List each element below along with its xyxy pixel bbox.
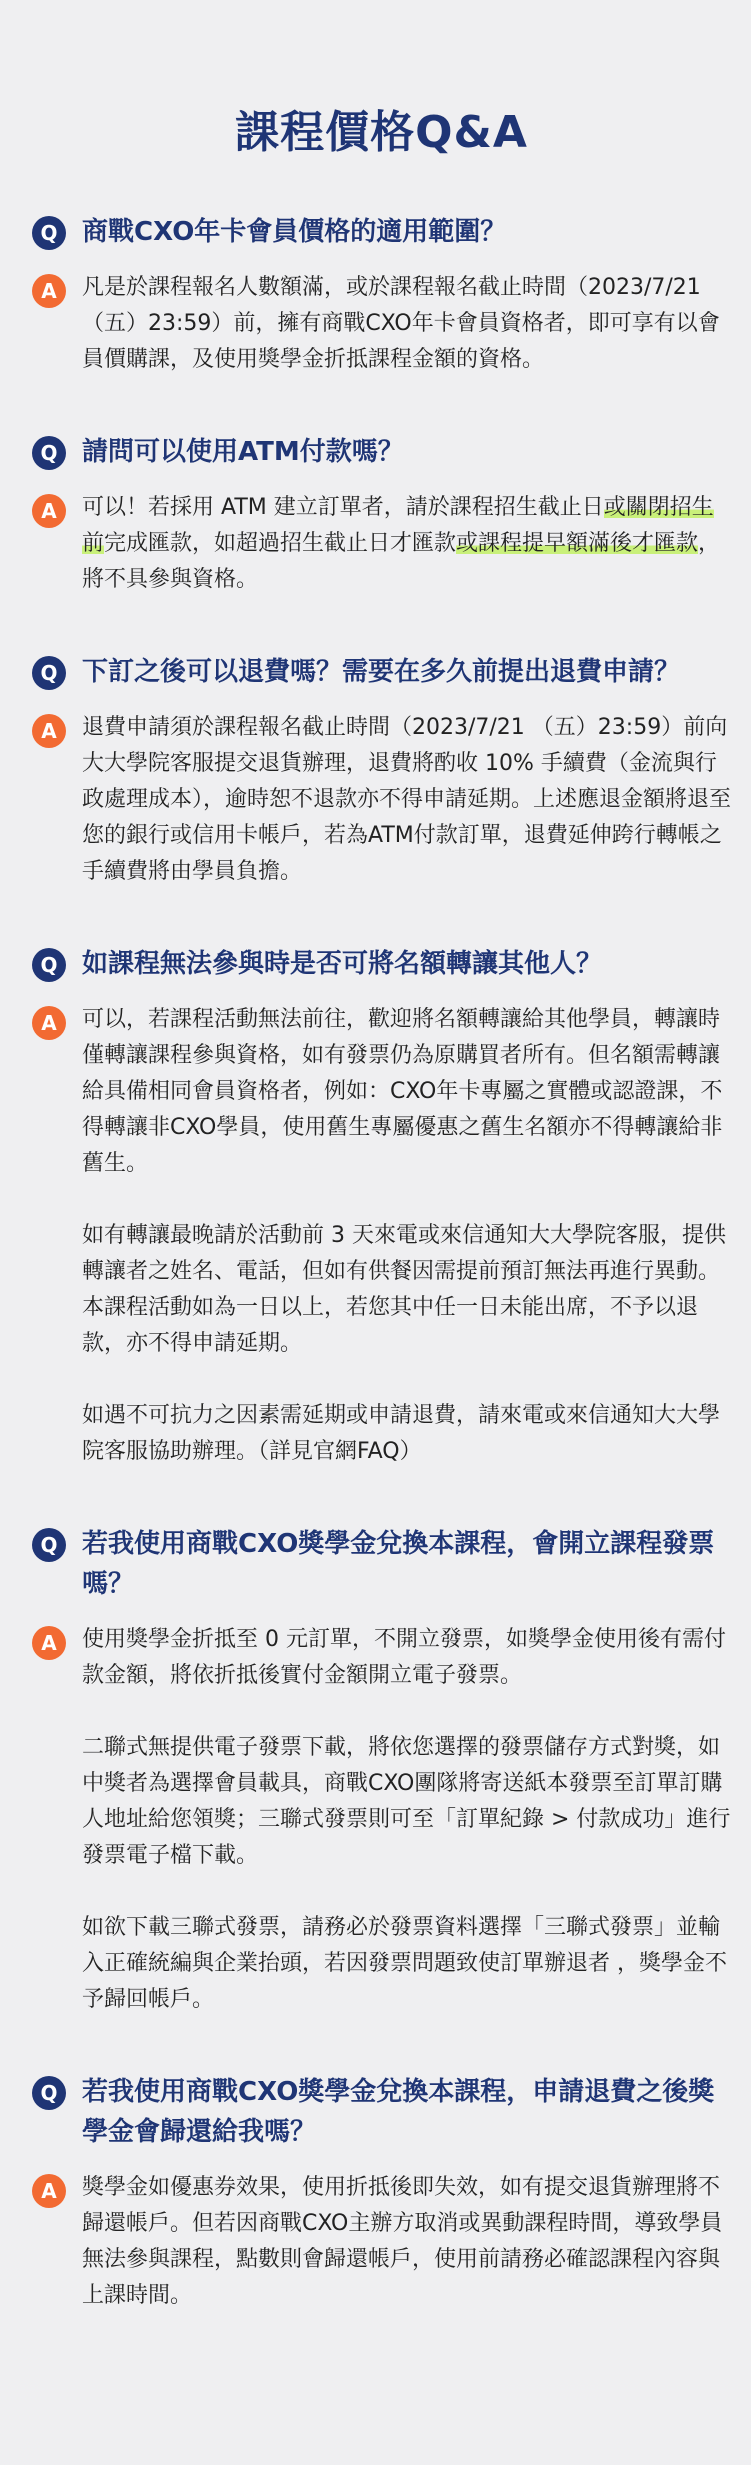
question-badge-icon: Q [32, 2076, 66, 2110]
answer-paragraph [82, 490, 731, 598]
answer-text-segment: 可以！若採用 ATM 建立訂單者，請於課程招生截止日 [82, 495, 604, 520]
question-badge-icon: Q [32, 1528, 66, 1562]
answer-paragraph: 使用獎學金折抵至 0 元訂單，不開立發票，如獎學金使用後有需付款金額，將依折抵後實付金額開立電子發票。 [82, 1627, 726, 1688]
highlighted-text: 或課程提早額滿後才匯款 [456, 531, 699, 556]
answer-paragraph: 如欲下載三聯式發票，請務必於發票資料選擇「三聯式發票」並輸入正確統編與企業抬頭，若因發票問題致使訂單辦退者 ，獎學金不予歸回帳戶。 [82, 1915, 727, 2012]
answer-paragraph: 二聯式無提供電子發票下載，將依您選擇的發票儲存方式對獎，如中獎者為選擇會員載具，商戰CXO團隊將寄送紙本發票至訂單訂購人地址給您領獎；三聯式發票則可至「訂單紀錄 > 付款成功」進行發票電子檔下載。 [82, 1735, 731, 1868]
question-row [32, 432, 731, 472]
answer-row [32, 490, 731, 598]
answer-text-segment: 完成匯款，如超過招生截止日才匯款 [104, 531, 457, 556]
answer-row [32, 1622, 731, 2018]
faq-item-refund [32, 652, 731, 890]
answer-paragraph: 如遇不可抗力之因素需延期或申請退費，請來電或來信通知大大學院客服協助辦理。（詳見官網FAQ） [82, 1403, 721, 1464]
page-title: 課程價格Q&A [235, 107, 528, 158]
question-badge-icon: Q [32, 216, 66, 250]
highlighted-text: 或關閉招生前 [82, 495, 714, 556]
question-badge-icon: Q [32, 948, 66, 982]
question-text: 下訂之後可以退費嗎？需要在多久前提出退費申請？ [82, 657, 681, 687]
question-row [32, 944, 731, 984]
question-text: 若我使用商戰CXO獎學金兌換本課程，申請退費之後獎學金會歸還給我嗎？ [82, 2077, 715, 2147]
answer-row [32, 710, 731, 890]
answer-row [32, 2170, 731, 2314]
answer-paragraph: 凡是於課程報名人數額滿，或於課程報名截止時間（2023/7/21 （五）23:59）前，擁有商戰CXO年卡會員資格者，即可享有以會員價購課，及使用獎學金折抵課程金額的資格。 [82, 275, 720, 372]
answer-body [82, 1622, 731, 2018]
question-badge-icon: Q [32, 656, 66, 690]
answer-paragraph: 如有轉讓最晚請於活動前 3 天來電或來信通知大大學院客服，提供轉讓者之姓名、電話，但如有供餐因需提前預訂無法再進行異動。本課程活動如為一日以上，若您其中任一日未能出席，不予以退款，亦不得申請延期。 [82, 1223, 726, 1356]
answer-body [82, 1002, 731, 1470]
answer-badge-icon: A [32, 274, 66, 308]
faq-item-member-price-scope [32, 212, 731, 378]
question-row [32, 2072, 731, 2152]
answer-row [32, 1002, 731, 1470]
answer-badge-icon: A [32, 2174, 66, 2208]
question-text: 商戰CXO年卡會員價格的適用範圍？ [82, 217, 507, 247]
question-row [32, 212, 731, 252]
faq-item-scholarship-invoice [32, 1524, 731, 2018]
answer-badge-icon: A [32, 1626, 66, 1660]
question-text: 請問可以使用ATM付款嗎？ [82, 437, 404, 467]
answer-body [82, 270, 731, 378]
faq-item-atm-payment [32, 432, 731, 598]
question-text: 若我使用商戰CXO獎學金兌換本課程，會開立課程發票嗎？ [82, 1529, 715, 1599]
answer-body [82, 2170, 731, 2314]
answer-body [82, 490, 731, 598]
faq-item-transfer-seat [32, 944, 731, 1470]
faq-item-scholarship-refund [32, 2072, 731, 2314]
question-text: 如課程無法參與時是否可將名額轉讓其他人？ [82, 949, 603, 979]
answer-paragraph: 獎學金如優惠券效果，使用折抵後即失效，如有提交退貨辦理將不歸還帳戶。但若因商戰CXO主辦方取消或異動課程時間，導致學員無法參與課程，點數則會歸還帳戶，使用前請務必確認課程內容與上課時間。 [82, 2175, 723, 2308]
answer-badge-icon: A [32, 714, 66, 748]
answer-text-segment: ，將不具參與資格。 [82, 531, 721, 592]
question-badge-icon: Q [32, 436, 66, 470]
answer-row [32, 270, 731, 378]
question-row [32, 652, 731, 692]
question-row [32, 1524, 731, 1604]
answer-paragraph: 可以，若課程活動無法前往，歡迎將名額轉讓給其他學員，轉讓時僅轉讓課程參與資格，如有發票仍為原購買者所有。但名額需轉讓給具備相同會員資格者，例如：CXO年卡專屬之實體或認證課，不得轉讓非CXO學員，使用舊生專屬優惠之舊生名額亦不得轉讓給非舊生。 [82, 1007, 723, 1176]
answer-badge-icon: A [32, 1006, 66, 1040]
answer-body [82, 710, 731, 890]
answer-badge-icon: A [32, 494, 66, 528]
answer-paragraph: 退費申請須於課程報名截止時間（2023/7/21 （五）23:59）前向大大學院客服提交退貨辦理，退費將酌收 10% 手續費（金流與行政處理成本），逾時恕不退款亦不得申請延期。上述應退金額將退至您的銀行或信用卡帳戶，若為ATM付款訂單，退費延伸跨行轉帳之手續費將由學員負擔。 [82, 715, 732, 884]
